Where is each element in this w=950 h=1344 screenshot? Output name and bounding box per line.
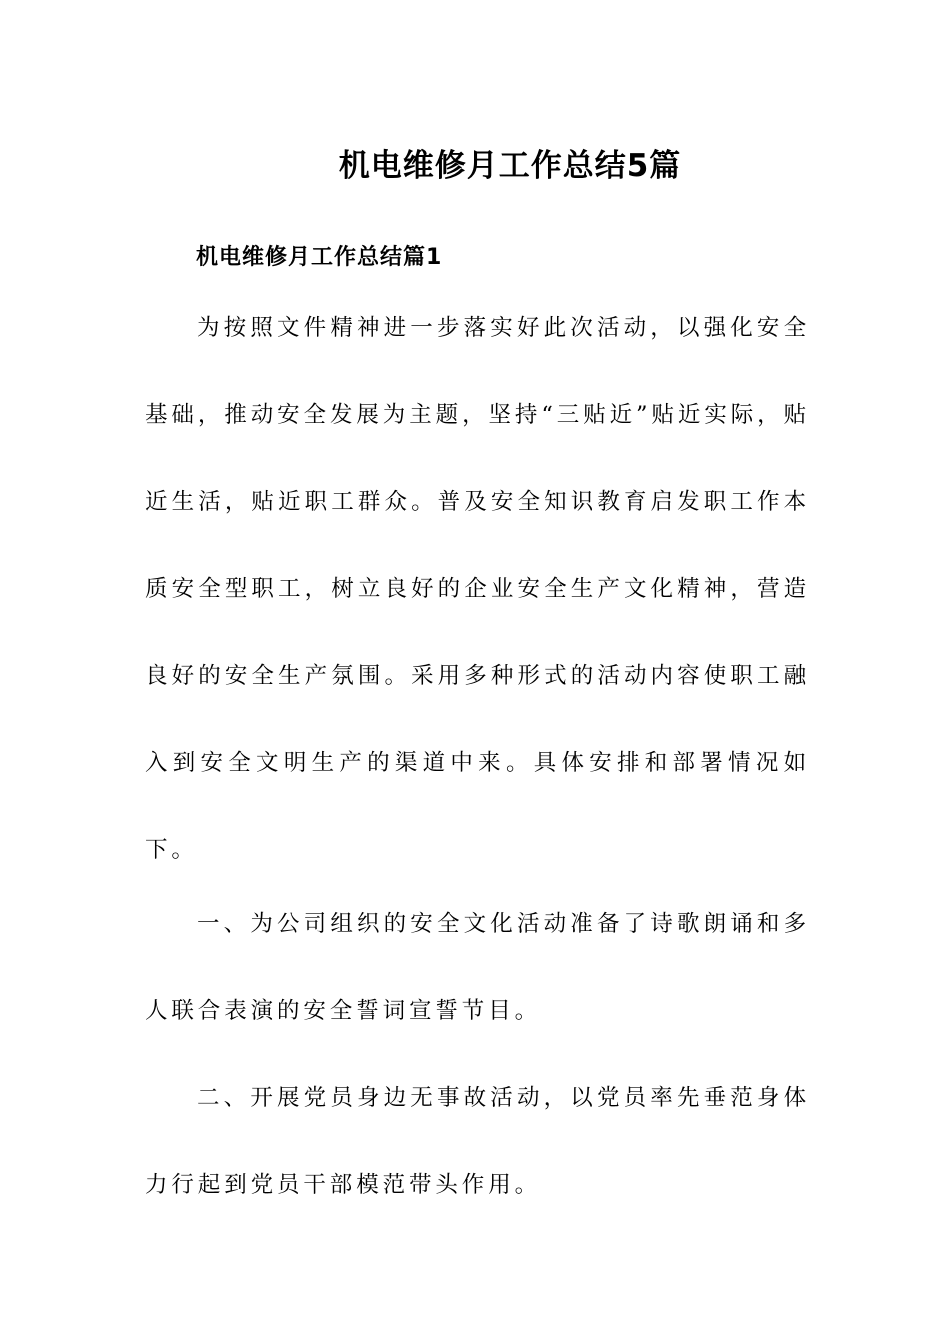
section-heading: 机电维修月工作总结篇1 xyxy=(196,245,443,270)
document-title: 机电维修月工作总结5篇 xyxy=(338,148,682,184)
body-paragraph: 二、开展党员身边无事故活动，以党员率先垂范身体力行起到党员干部模范带头作用。 xyxy=(145,1085,810,1198)
body-paragraph: 为按照文件精神进一步落实好此次活动，以强化安全基础，推动安全发展为主题，坚持“三贴近”贴近实际，贴近生活，贴近职工群众。普及安全知识教育启发职工作本质安全型职工，树立良好的企业安全生产文化精神，营造良好的安全生产氛围。采用多种形式的活动内容使职工融入到安全文明生产的渠道中来。具体安排和部署情况如下。 xyxy=(145,315,810,863)
body-paragraph: 一、为公司组织的安全文化活动准备了诗歌朗诵和多人联合表演的安全誓词宣誓节目。 xyxy=(145,911,810,1024)
